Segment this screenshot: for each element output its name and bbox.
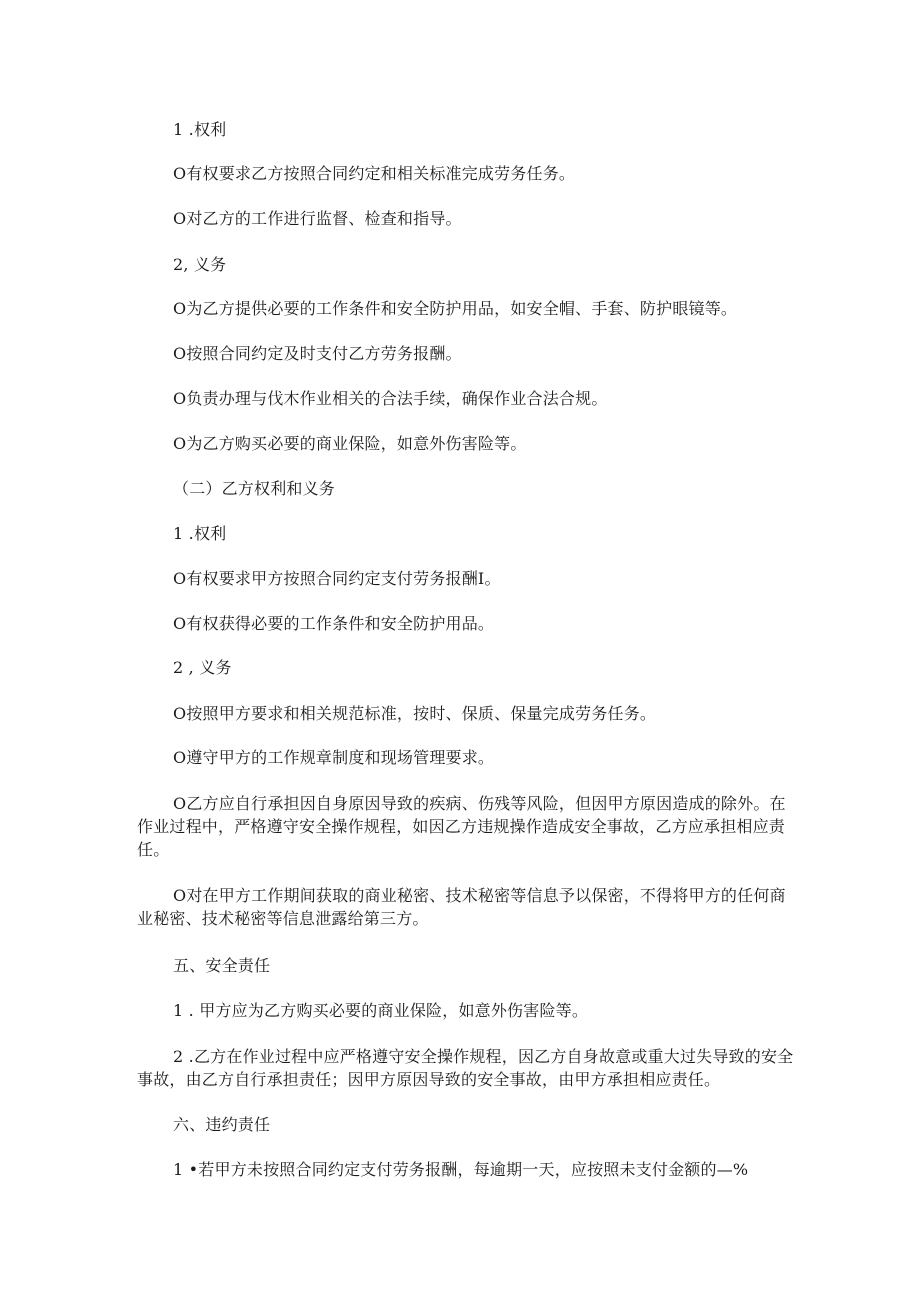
list-item-multiline: O乙方应自行承担因自身原因导致的疾病、伤残等风险，但因甲方原因造成的除外。在作业过程中，严格遵守安全操作规程，如因乙方违规操作造成安全事故，乙方应承担相应责任。 [137,794,786,859]
list-item: O有权要求乙方按照合同约定和相关标准完成劳务任务。 [173,164,576,183]
section-heading-safety: 五、安全责任 [173,956,271,975]
list-item: O遵守甲方的工作规章制度和现场管理要求。 [173,748,495,767]
list-item: O为乙方购买必要的商业保险，如意外伤害险等。 [173,434,527,453]
numbered-item: 1 •若甲方未按照合同约定支付劳务报酬，每逾期一天，应按照未支付金额的—% [173,1160,749,1179]
list-item: O按照合同约定及时支付乙方劳务报酬。 [173,344,462,363]
list-item: O有权要求甲方按照合同约定支付劳务报酬I。 [173,569,501,588]
list-item: O按照甲方要求和相关规范标准，按时、保质、保量完成劳务任务。 [173,704,657,723]
numbered-item: 1 . 甲方应为乙方购买必要的商业保险，如意外伤害险等。 [173,1001,589,1020]
section-heading-breach: 六、违约责任 [173,1115,271,1134]
list-item: O为乙方提供必要的工作条件和安全防护用品，如安全帽、手套、防护眼镜等。 [173,299,738,318]
list-item-multiline: O对在甲方工作期间获取的商业秘密、技术秘密等信息予以保密，不得将甲方的任何商业秘密、技术秘密等信息泄露给第三方。 [137,886,786,928]
heading-obligations-2: 2, 义务 [173,255,227,274]
list-item: O有权获得必要的工作条件和安全防护用品。 [173,614,495,633]
heading-rights-1: 1 .权利 [173,120,227,139]
heading-rights-1: 1 .权利 [173,524,227,543]
section-heading-party-b: （二）乙方权利和义务 [173,479,336,498]
numbered-item-multiline: 2 .乙方在作业过程中应严格遵守安全操作规程，因乙方自身故意或重大过失导致的安全事故，由乙方自行承担责任；因甲方原因导致的安全事故，由甲方承担相应责任。 [137,1047,794,1089]
heading-obligations-2: 2 , 义务 [173,658,232,677]
list-item: O负责办理与伐木作业相关的合法手续，确保作业合法合规。 [173,389,608,408]
list-item: O对乙方的工作进行监督、检查和指导。 [173,209,462,228]
